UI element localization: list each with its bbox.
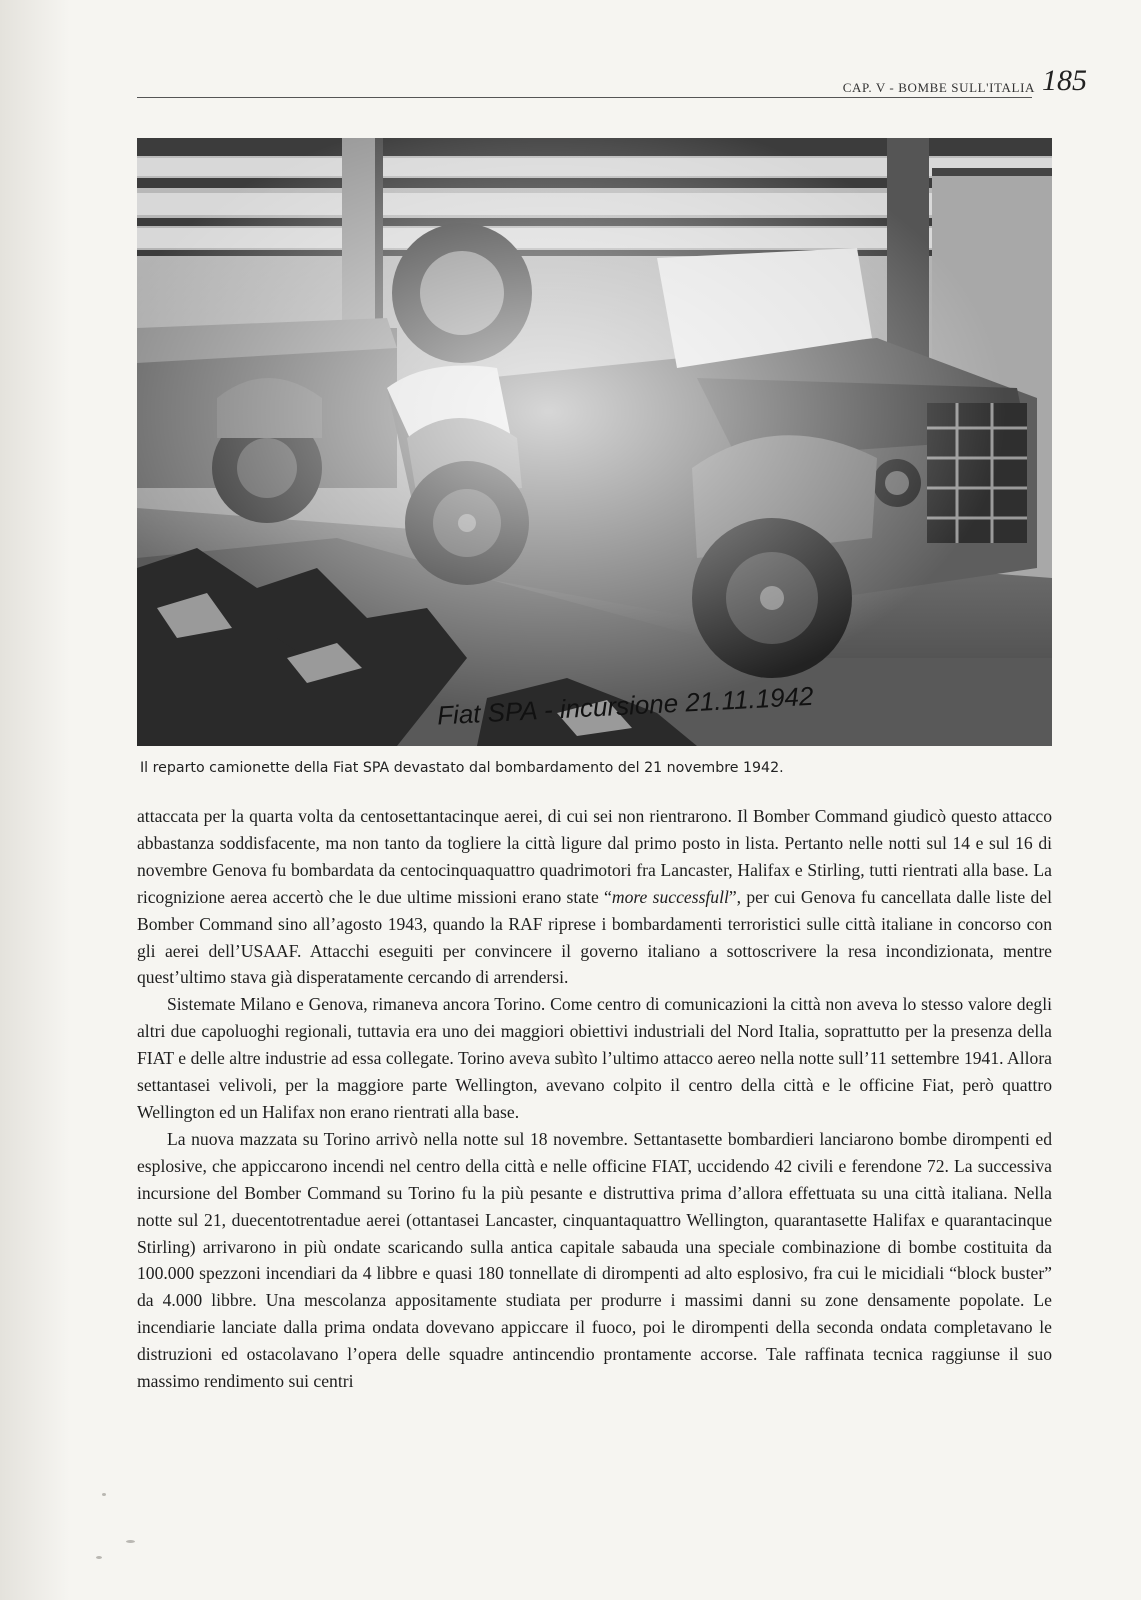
handwritten-annotation: Fiat SPA - incursione 21.11.1942 <box>436 680 815 731</box>
photo-illustration <box>137 138 1052 746</box>
scan-speck <box>126 1540 135 1543</box>
body-text <box>137 803 1052 1395</box>
paragraph-1-part-3: ”, per cui Genova fu cancellata dalle liste del Bomber Command sino all’agosto 1943, quando la RAF riprese i bombardamenti terroristici sulle città italiane in concorso con gli aerei dell’USAAF. Attacchi eseguiti per convincere il governo italiano a sottoscrivere la resa incondizionata, mentre quest’ultimo stava già disperatamente cercando di arrendersi. <box>137 886 1052 988</box>
page-gutter-shadow <box>0 0 70 1600</box>
emphasis-text: more successfull <box>611 886 729 907</box>
paragraph-2: Sistemate Milano e Genova, rimaneva ancora Torino. Come centro di comunicazioni la città non aveva lo stesso valore degli altri due capoluoghi regionali, tuttavia era uno dei maggiori obiettivi industriali del Nord Italia, soprattutto per la presenza della FIAT e delle altre industrie ad essa collegate. Torino aveva subìto l’ultimo attacco aereo nella notte sull’11 settembre 1941. Allora settantasei velivoli, per la maggiore parte Wellington, avevano colpito il centro della città e le officine Fiat, però quattro Wellington ed un Halifax non erano rientrati alla base. <box>137 994 1052 1122</box>
header-rule <box>137 97 1032 98</box>
figure-photo <box>137 138 1052 746</box>
chapter-title: CAP. V - BOMBE SULL'ITALIA <box>842 80 1035 95</box>
running-header <box>137 64 1087 98</box>
scan-speck <box>102 1493 106 1496</box>
scan-speck <box>96 1556 102 1559</box>
page-number: 185 <box>1042 64 1087 97</box>
paragraph-3: La nuova mazzata su Torino arrivò nella notte sul 18 novembre. Settantasette bombardieri lanciarono bombe dirompenti ed esplosive, che appiccarono incendi nel centro della città e nelle officine FIAT, uccidendo 42 civili e ferendone 72. La successiva incursione del Bomber Command su Torino fu la più pesante e distruttiva prima d’allora effettuata su una città italiana. Nella notte sul 21, duecentotrentadue aerei (ottantasei Lancaster, cinquantaquattro Wellington, quarantasette Halifax e quarantacinque Stirling) arrivarono in più ondate scaricando sulla antica capitale sabauda una speciale combinazione di bombe costituita da 100.000 spezzoni incendiari da 4 libbre e quasi 180 tonnellate di dirompenti ad alto esplosivo, fra cui le micidiali “block buster” da 4.000 libbre. Una mescolanza appositamente studiata per produrre i massimi danni su zone densamente popolate. Le incendiarie lanciate dalla prima ondata dovevano appiccare il fuoco, poi le dirompenti della seconda ondata completavano le distruzioni ed ostacolavano l’opera delle squadre antincendio prontamente accorse. Tale raffinata tecnica raggiunse il suo massimo rendimento sui centri <box>137 1128 1052 1392</box>
paragraph-1 <box>137 803 1052 991</box>
paragraph-1-part-1: attaccata per la quarta volta da centosettantacinque aerei, di cui sei non rientrarono. Il Bomber Command giudicò questo attacco abbastanza soddisfacente, ma non tanto da togliere la città ligure dal primo posto in lista. Pertanto nelle notti sul 14 e sul 16 di novembre Genova fu bombardata da centocinquaquattro quadrimotori fra Lancaster, Halifax e Stirling, tutti rientrati alla base. La ricognizione aerea accertò che le due ultime missioni erano state “ <box>137 806 1052 907</box>
figure-caption: Il reparto camionette della Fiat SPA devastato dal bombardamento del 21 novembre 1942. <box>140 760 784 776</box>
